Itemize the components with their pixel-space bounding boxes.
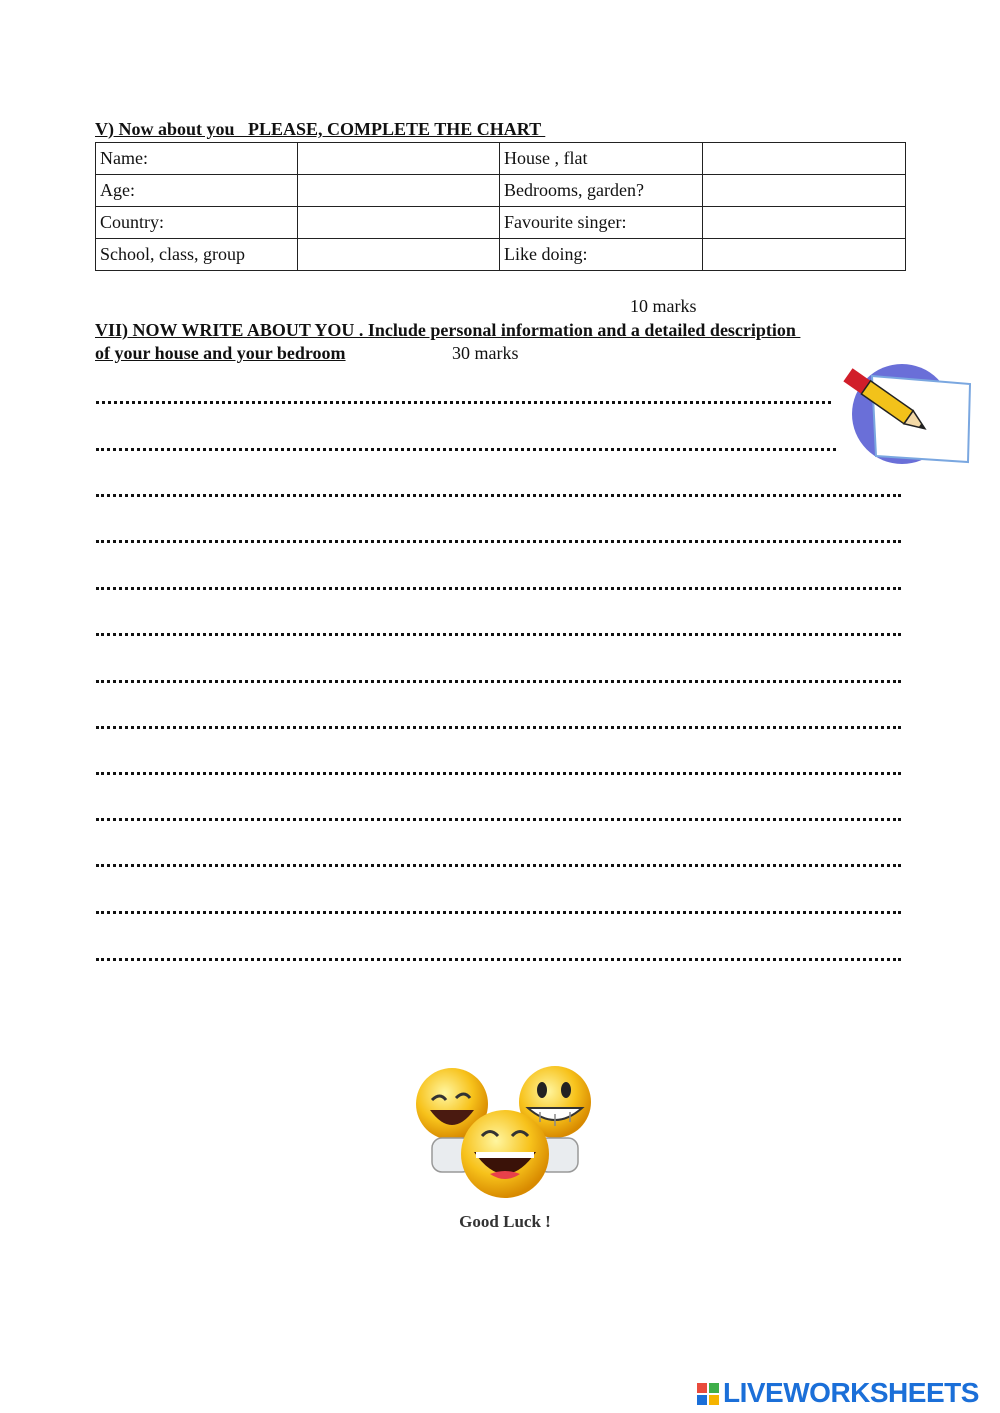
chart-label: Age: [96,175,298,207]
pencil-paper-icon [836,362,976,470]
table-row [96,143,906,175]
writing-line[interactable] [96,448,836,451]
chart-label: Country: [96,207,298,239]
personal-info-chart [95,142,906,271]
chart-label: Bedrooms, garden? [500,175,703,207]
good-luck-caption: Good Luck ! [459,1212,551,1231]
laughing-smileys-icon [410,1062,600,1212]
writing-line[interactable] [96,818,901,821]
brand-name: LIVEWORKSHEETS [723,1377,979,1408]
table-row [96,239,906,271]
chart-answer-cell[interactable] [298,239,500,271]
chart-label: Like doing: [500,239,703,271]
writing-line[interactable] [96,633,901,636]
chart-label: Name: [96,143,298,175]
chart-answer-cell[interactable] [298,207,500,239]
chart-label: House , flat [500,143,703,175]
table-row [96,207,906,239]
table-row [96,175,906,207]
chart-label: Favourite singer: [500,207,703,239]
section-7-title-line-1: VII) NOW WRITE ABOUT YOU . Include personal information and a detailed description [95,320,801,340]
chart-answer-cell[interactable] [703,175,906,207]
writing-line[interactable] [96,540,901,543]
writing-line[interactable] [96,680,901,683]
section-5-marks: 10 marks [630,296,697,316]
liveworksheets-logo [697,1375,997,1411]
chart-label: School, class, group [96,239,298,271]
section-5-title: V) Now about you PLEASE, COMPLETE THE CHART [95,119,546,139]
section-7-title-line-2: of your house and your bedroom [95,343,346,363]
writing-line[interactable] [96,726,901,729]
chart-answer-cell[interactable] [703,143,906,175]
liveworksheets-logo-icon [697,1383,719,1405]
chart-answer-cell[interactable] [298,175,500,207]
section-7-marks: 30 marks [452,343,519,363]
writing-line[interactable] [96,494,901,497]
chart-answer-cell[interactable] [298,143,500,175]
writing-line[interactable] [96,587,901,590]
writing-line[interactable] [96,958,901,961]
writing-line[interactable] [96,864,901,867]
writing-line[interactable] [96,772,901,775]
writing-line[interactable] [96,911,901,914]
writing-line[interactable] [96,401,831,404]
chart-answer-cell[interactable] [703,239,906,271]
chart-answer-cell[interactable] [703,207,906,239]
